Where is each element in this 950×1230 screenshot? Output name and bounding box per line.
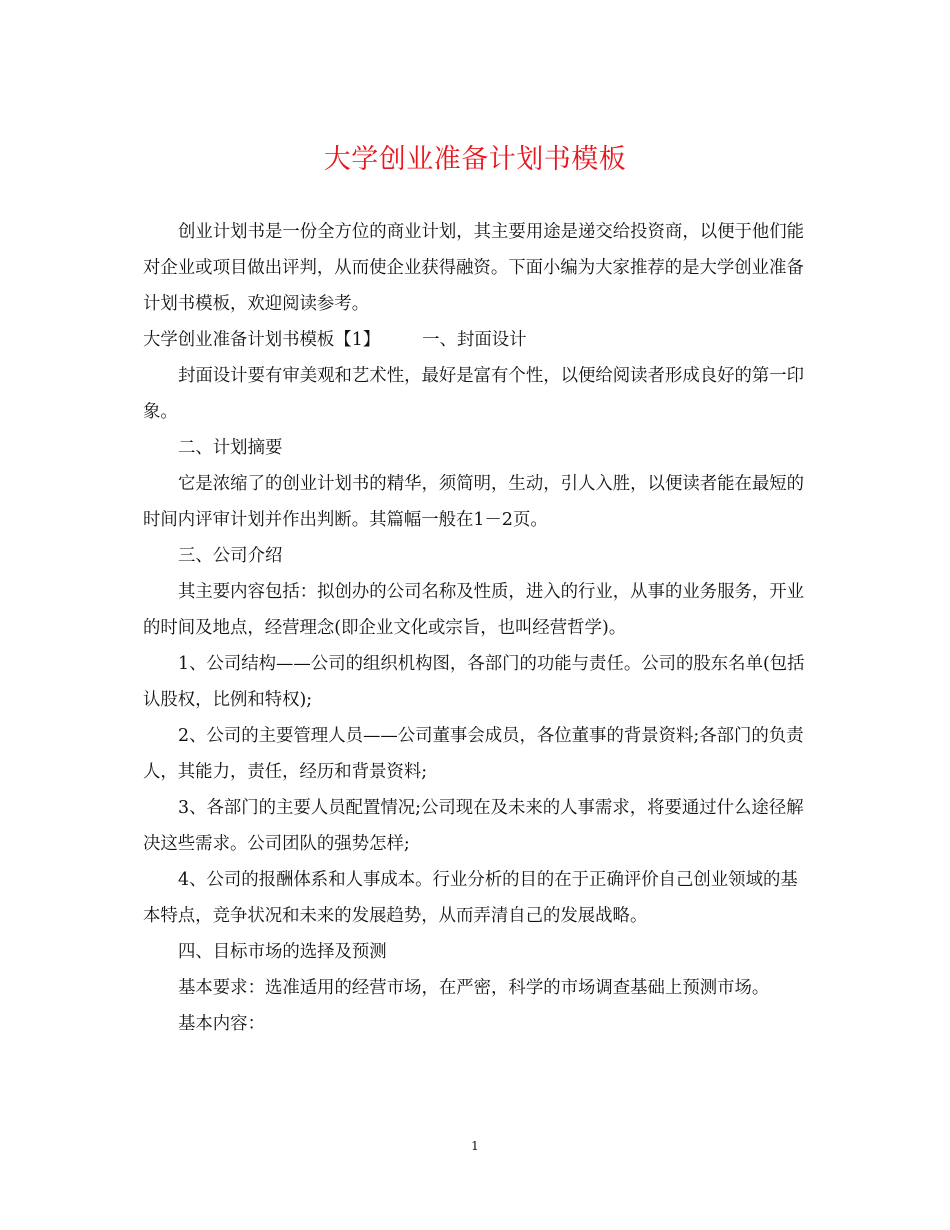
section3-paragraph: 其主要内容包括：拟创办的公司名称及性质，进入的行业，从事的业务服务，开业的时间及地点，经营理念(即企业文化或宗旨，也叫经营哲学)。 — [143, 582, 805, 638]
list-item-1: 1、公司结构——公司的组织机构图，各部门的功能与责任。公司的股东名单(包括认股权，比例和特权); — [143, 654, 805, 710]
section1-paragraph: 封面设计要有审美观和艺术性，最好是富有个性，以便给阅读者形成良好的第一印象。 — [143, 366, 805, 422]
section3-heading: 三、公司介绍 — [178, 546, 283, 566]
intro-paragraph: 创业计划书是一份全方位的商业计划，其主要用途是递交给投资商，以便于他们能对企业或项目做出评判，从而使企业获得融资。下面小编为大家推荐的是大学创业准备计划书模板，欢迎阅读参考。 — [143, 222, 805, 314]
list-item-3: 3、各部门的主要人员配置情况;公司现在及未来的人事需求，将要通过什么途径解决这些需求。公司团队的强势怎样; — [143, 798, 804, 854]
section1-heading: 一、封面设计 — [422, 330, 527, 350]
document-title: 大学创业准备计划书模板 — [323, 144, 627, 175]
template-label: 大学创业准备计划书模板【1】 — [143, 330, 381, 350]
template-heading-line — [143, 322, 807, 358]
section4-heading: 四、目标市场的选择及预测 — [178, 942, 387, 962]
section4-requirement: 基本要求：选准适用的经营市场，在严密，科学的市场调查基础上预测市场。 — [178, 978, 770, 998]
list-item-2: 2、公司的主要管理人员——公司董事会成员，各位董事的背景资料;各部门的负责人，其能力，责任，经历和背景资料; — [143, 726, 804, 782]
section2-heading: 二、计划摘要 — [178, 438, 283, 458]
section2-paragraph: 它是浓缩了的创业计划书的精华，须简明，生动，引人入胜，以便读者能在最短的时间内评审计划并作出判断。其篇幅一般在1－2页。 — [143, 474, 805, 530]
section4-content-label: 基本内容： — [178, 1014, 265, 1034]
document-body — [143, 214, 807, 1042]
page-number: 1 — [471, 1139, 479, 1153]
list-item-4: 4、公司的报酬体系和人事成本。行业分析的目的在于正确评价自己创业领域的基本特点，竞争状况和未来的发展趋势，从而弄清自己的发展战略。 — [143, 870, 798, 926]
